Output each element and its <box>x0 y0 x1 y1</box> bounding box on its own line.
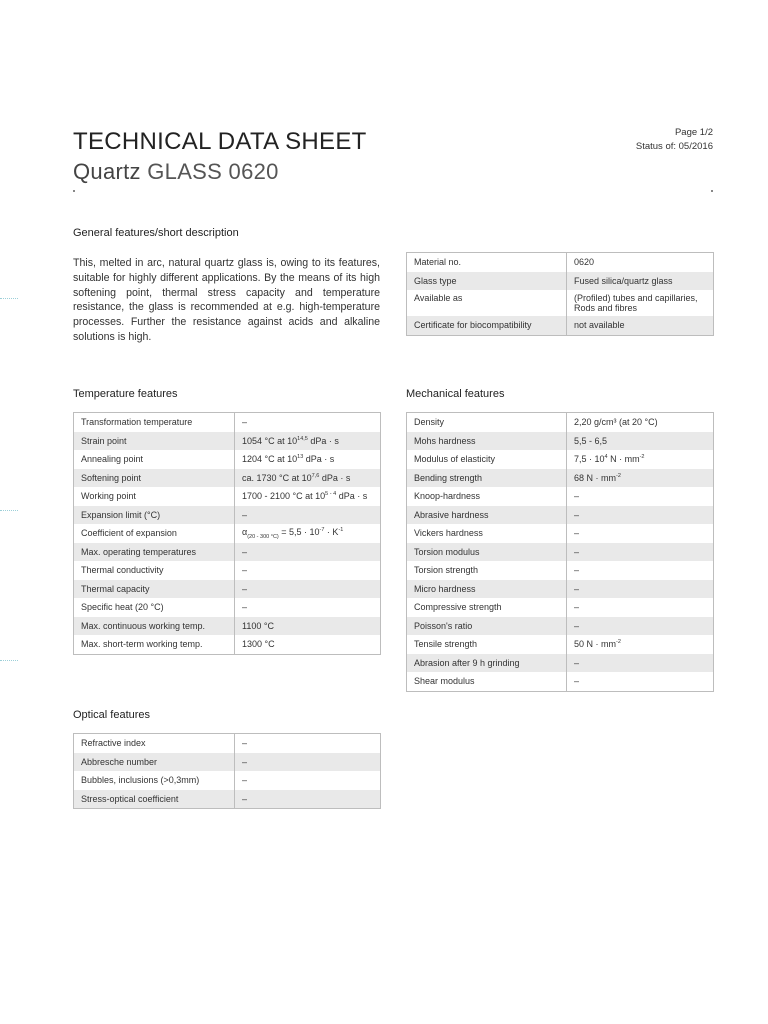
value-text: – <box>242 583 248 594</box>
value-unit: = 5,5 · 10 <box>278 526 320 537</box>
subtitle-main: GLASS 0620 <box>147 159 279 184</box>
document-subtitle <box>73 159 279 185</box>
value-superscript: 7,6 <box>311 472 320 479</box>
row-key: Max. operating temperatures <box>74 543 235 562</box>
table-row <box>407 654 714 673</box>
value-text: 2,20 g/cm³ (at 20 °C) <box>574 417 658 428</box>
row-key: Annealing point <box>74 450 235 469</box>
value-text: – <box>242 775 248 786</box>
table-row <box>74 524 381 543</box>
value-text: – <box>574 491 580 502</box>
value-text: – <box>574 546 580 557</box>
value-text: 1054 °C at 10 <box>242 435 298 446</box>
row-key: Transformation temperature <box>74 413 235 432</box>
value-text: – <box>574 509 580 520</box>
row-value <box>567 290 714 316</box>
page-info <box>636 126 713 154</box>
row-key: Glass type <box>407 272 567 291</box>
value-text: – <box>242 417 248 428</box>
row-key: Thermal capacity <box>74 580 235 599</box>
value-unit: dPa · s <box>319 472 351 483</box>
row-value <box>235 598 381 617</box>
subtitle-prefix: Quartz <box>73 159 141 184</box>
row-key: Knoop-hardness <box>407 487 567 506</box>
value-text: – <box>242 509 248 520</box>
table-row <box>74 487 381 506</box>
table-row <box>407 272 714 291</box>
value-text: – <box>574 528 580 539</box>
row-value <box>567 487 714 506</box>
general-description: This, melted in arc, natural quartz glass is, owing to its features, suitable for highly different applications. By the means of its high softening point, thermal stress capacity and temperature resistance, the glass is recommended at e.g. high-temperature processes. Further the resistance against acids and alkaline solutions is high. <box>73 257 380 343</box>
row-value <box>567 598 714 617</box>
row-value <box>235 469 381 488</box>
row-value <box>567 543 714 562</box>
value-text: – <box>574 676 580 687</box>
margin-mark-middle <box>0 510 18 511</box>
table-row <box>407 672 714 691</box>
value-text: Fused silica/quartz glass <box>574 275 673 286</box>
margin-mark-bottom <box>0 660 18 661</box>
table-row <box>74 598 381 617</box>
table-row <box>74 790 381 809</box>
row-value <box>567 524 714 543</box>
table-row <box>407 635 714 654</box>
value-superscript: -2 <box>616 472 621 479</box>
margin-mark-top <box>0 298 18 299</box>
right-dot-marker <box>711 190 713 192</box>
value-text: (Profiled) tubes and capillaries, Rods and fibres <box>574 293 698 313</box>
row-value <box>235 617 381 636</box>
table-row <box>74 543 381 562</box>
row-key: Poisson's ratio <box>407 617 567 636</box>
row-key: Available as <box>407 290 567 316</box>
value-text: – <box>242 602 248 613</box>
value-text: – <box>574 565 580 576</box>
row-value <box>235 506 381 525</box>
value-text: – <box>242 546 248 557</box>
value-unit: dPa · s <box>303 454 335 465</box>
row-value <box>567 272 714 291</box>
row-key: Shear modulus <box>407 672 567 691</box>
row-value <box>235 771 381 790</box>
table-row <box>74 635 381 654</box>
value-text: – <box>574 583 580 594</box>
row-key: Certificate for biocompatibility <box>407 316 567 335</box>
table-row <box>407 487 714 506</box>
row-value <box>567 617 714 636</box>
table-row <box>74 753 381 772</box>
row-key: Strain point <box>74 432 235 451</box>
value-superscript: -1 <box>338 526 344 533</box>
value-text: 1204 °C at 10 <box>242 454 298 465</box>
mechanical-table <box>406 412 714 692</box>
row-value <box>235 432 381 451</box>
table-row <box>407 432 714 451</box>
value-unit: N · mm <box>607 454 640 465</box>
row-key: Mohs hardness <box>407 432 567 451</box>
row-key: Softening point <box>74 469 235 488</box>
value-text: – <box>242 756 248 767</box>
value-text: – <box>574 602 580 613</box>
value-text: 7,5 · 10 <box>574 454 605 465</box>
row-value <box>235 450 381 469</box>
row-value <box>567 506 714 525</box>
value-text: – <box>574 657 580 668</box>
row-value <box>235 734 381 753</box>
row-value <box>235 753 381 772</box>
value-superscript: 14,5 <box>297 435 308 442</box>
table-row <box>407 580 714 599</box>
general-heading: General features/short description <box>73 227 239 239</box>
row-key: Micro hardness <box>407 580 567 599</box>
temperature-heading: Temperature features <box>73 388 178 400</box>
row-value <box>235 543 381 562</box>
material-table <box>406 252 714 336</box>
table-row <box>74 469 381 488</box>
table-row <box>74 561 381 580</box>
row-key: Specific heat (20 °C) <box>74 598 235 617</box>
row-value <box>567 450 714 469</box>
row-key: Max. continuous working temp. <box>74 617 235 636</box>
table-row <box>407 290 714 316</box>
row-key: Vickers hardness <box>407 524 567 543</box>
value-superscript: -2 <box>616 639 621 646</box>
row-value <box>235 413 381 432</box>
row-value <box>567 654 714 673</box>
row-key: Expansion limit (°C) <box>74 506 235 525</box>
table-row <box>74 432 381 451</box>
row-key: Abbresche number <box>74 753 235 772</box>
left-dot-marker <box>73 190 75 192</box>
row-value <box>567 561 714 580</box>
value-unit: dPa · s <box>307 435 339 446</box>
value-text: 1100 °C <box>242 620 274 631</box>
value-text: 50 N · mm <box>574 639 617 650</box>
value-text: 1300 °C <box>242 639 275 650</box>
row-key: Tensile strength <box>407 635 567 654</box>
value-text: 68 N · mm <box>574 472 617 483</box>
document-title: TECHNICAL DATA SHEET <box>73 128 367 155</box>
value-text: not available <box>574 320 625 331</box>
row-key: Stress-optical coefficient <box>74 790 235 809</box>
row-value <box>235 524 381 543</box>
value-text: – <box>242 793 248 804</box>
row-value <box>567 469 714 488</box>
value-text: 0620 <box>574 257 595 268</box>
table-row <box>74 734 381 753</box>
table-row <box>407 450 714 469</box>
value-text: ca. 1730 °C at 10 <box>242 472 312 483</box>
row-value <box>567 316 714 335</box>
value-text: α <box>242 526 248 537</box>
row-value <box>235 487 381 506</box>
table-row <box>74 413 381 432</box>
value-superscript: -2 <box>639 454 645 461</box>
value-superscript: 13 <box>297 454 304 461</box>
optical-table <box>73 733 381 809</box>
row-key: Torsion modulus <box>407 543 567 562</box>
table-row <box>407 617 714 636</box>
page-number: Page 1/2 <box>674 127 713 138</box>
row-key: Density <box>407 413 567 432</box>
value-text: – <box>242 565 248 576</box>
row-value <box>567 432 714 451</box>
table-row <box>74 506 381 525</box>
value-text: – <box>574 620 580 631</box>
table-row <box>74 771 381 790</box>
row-value <box>235 580 381 599</box>
row-value <box>567 672 714 691</box>
row-value <box>235 790 381 809</box>
optical-heading: Optical features <box>73 709 151 721</box>
row-value <box>235 561 381 580</box>
row-key: Max. short-term working temp. <box>74 635 235 654</box>
table-row <box>407 561 714 580</box>
row-key: Torsion strength <box>407 561 567 580</box>
row-value <box>235 635 381 654</box>
row-value <box>567 253 714 272</box>
status-date: Status of: 05/2016 <box>635 141 713 152</box>
table-row <box>407 524 714 543</box>
row-key: Compressive strength <box>407 598 567 617</box>
value-text: – <box>242 738 248 749</box>
value-superscript: -7 <box>319 526 325 533</box>
row-value <box>567 635 714 654</box>
row-key: Material no. <box>407 253 567 272</box>
row-key: Thermal conductivity <box>74 561 235 580</box>
value-superscript: 5 - 4 <box>325 491 337 498</box>
table-row <box>74 450 381 469</box>
row-key: Modulus of elasticity <box>407 450 567 469</box>
row-key: Coefficient of expansion <box>74 524 235 543</box>
row-value <box>567 413 714 432</box>
value-text: 5,5 - 6,5 <box>574 435 608 446</box>
table-row <box>407 506 714 525</box>
value-unit: dPa · s <box>336 491 368 502</box>
row-key: Abrasive hardness <box>407 506 567 525</box>
value-subscript: (20 - 300 °C) <box>247 533 279 540</box>
table-row <box>74 617 381 636</box>
table-row <box>407 469 714 488</box>
table-row <box>407 413 714 432</box>
row-key: Working point <box>74 487 235 506</box>
row-key: Bending strength <box>407 469 567 488</box>
row-key: Bubbles, inclusions (>0,3mm) <box>74 771 235 790</box>
value-unit: · K <box>324 526 339 537</box>
table-row <box>74 580 381 599</box>
value-superscript: 4 <box>604 454 608 461</box>
table-row <box>407 598 714 617</box>
table-row <box>407 543 714 562</box>
table-row <box>407 316 714 335</box>
row-key: Refractive index <box>74 734 235 753</box>
value-text: 1700 - 2100 °C at 10 <box>242 491 326 502</box>
table-row <box>407 253 714 272</box>
row-key: Abrasion after 9 h grinding <box>407 654 567 673</box>
mechanical-heading: Mechanical features <box>406 388 505 400</box>
temperature-table <box>73 412 381 655</box>
row-value <box>567 580 714 599</box>
